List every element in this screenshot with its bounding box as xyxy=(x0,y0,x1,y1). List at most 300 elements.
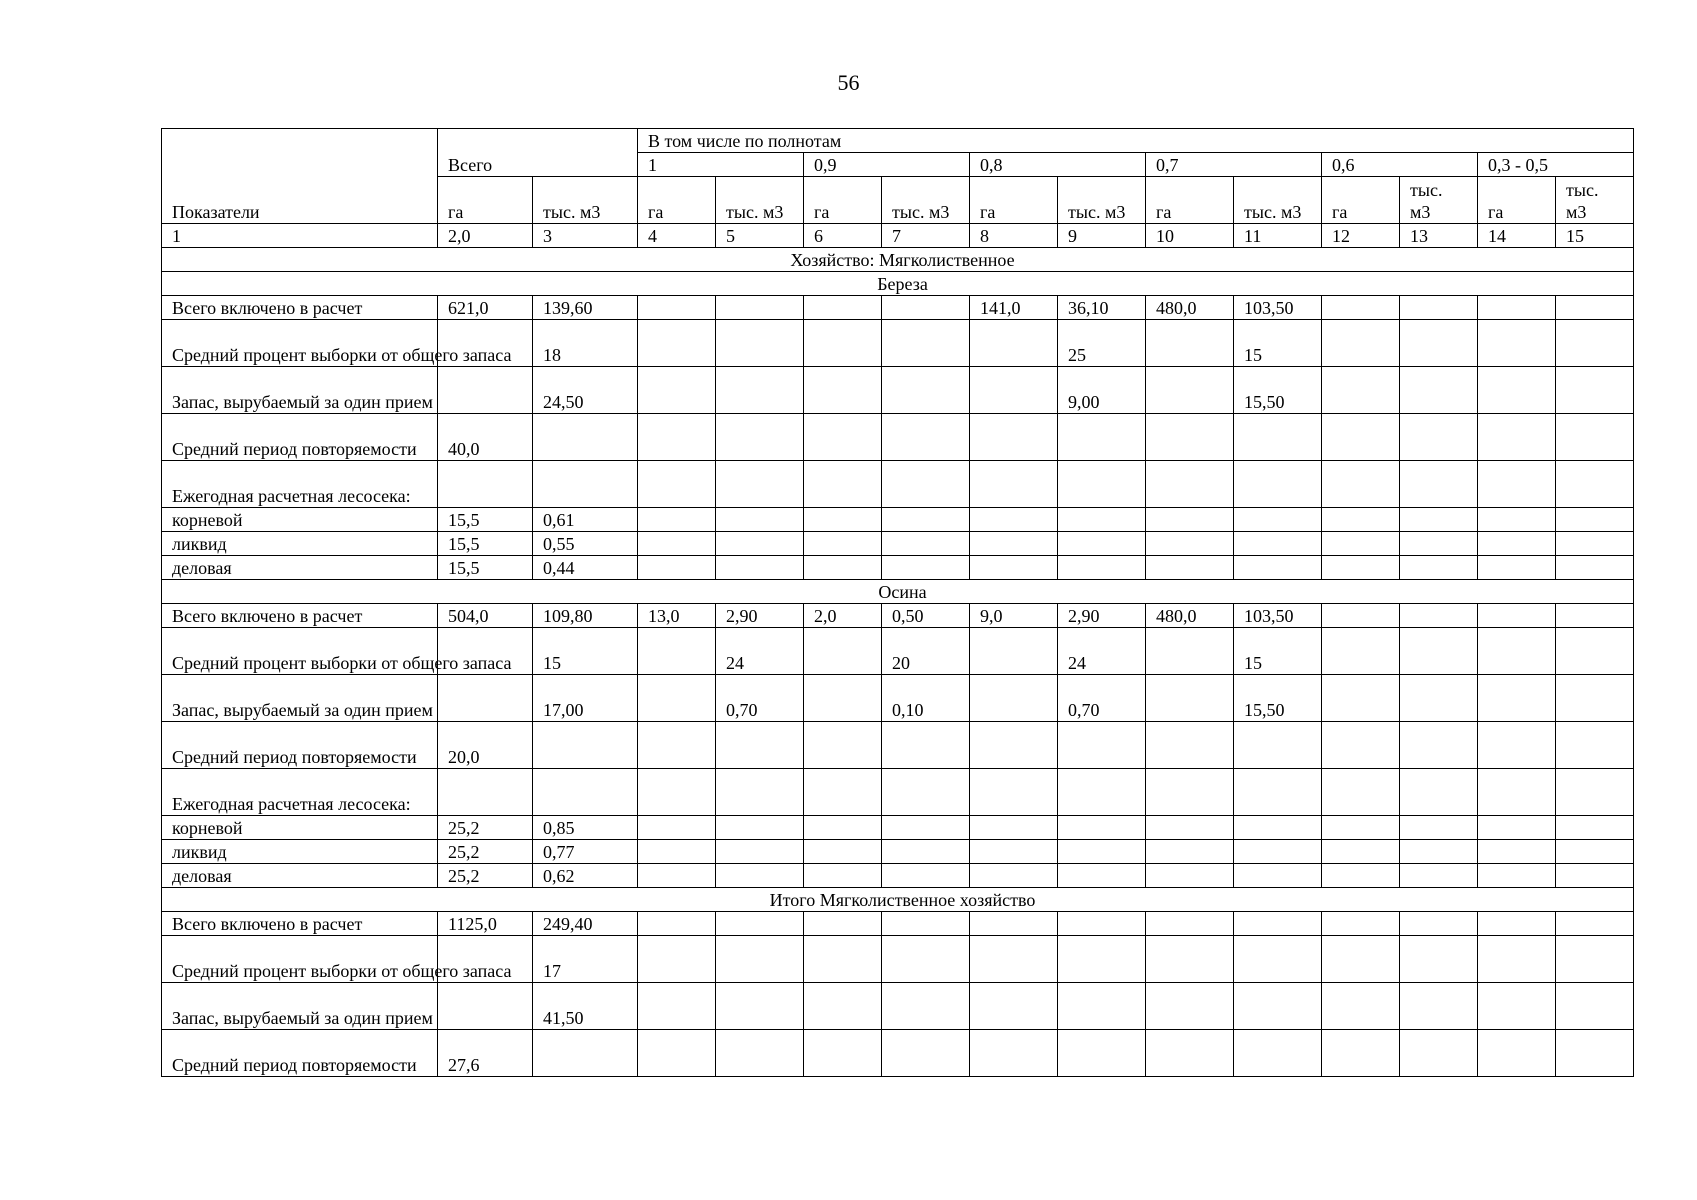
table-cell xyxy=(1234,532,1322,556)
table-cell: 9,00 xyxy=(1058,367,1146,414)
table-row xyxy=(162,675,1634,722)
table-cell: 15,50 xyxy=(1234,675,1322,722)
table-cell xyxy=(1556,414,1634,461)
table-cell xyxy=(882,769,970,816)
table-cell xyxy=(1146,367,1234,414)
table-cell xyxy=(716,936,804,983)
table-cell: 2,0 xyxy=(804,604,882,628)
table-cell: 20 xyxy=(882,628,970,675)
table-cell xyxy=(882,414,970,461)
table-cell xyxy=(1400,912,1478,936)
table-cell xyxy=(1556,864,1634,888)
table-cell xyxy=(638,769,716,816)
table-cell xyxy=(638,675,716,722)
row-label: деловая xyxy=(162,864,438,888)
table-cell: 0,62 xyxy=(533,864,638,888)
table-cell: 25,2 xyxy=(438,816,533,840)
table-cell xyxy=(1146,912,1234,936)
table-cell xyxy=(970,1030,1058,1077)
table-cell xyxy=(1400,1030,1478,1077)
table-cell: 17,00 xyxy=(533,675,638,722)
table-cell xyxy=(1478,936,1556,983)
table-body xyxy=(162,129,1634,1077)
table-cell xyxy=(882,508,970,532)
table-cell xyxy=(438,367,533,414)
table-row xyxy=(162,769,1634,816)
table-cell xyxy=(804,769,882,816)
column-number: 5 xyxy=(716,224,804,248)
table-cell xyxy=(970,414,1058,461)
header-unit: тыс. м3 xyxy=(1234,177,1322,224)
table-cell: 0,85 xyxy=(533,816,638,840)
table-cell: 15 xyxy=(1234,320,1322,367)
table-cell xyxy=(1234,769,1322,816)
table-cell xyxy=(638,816,716,840)
header-unit: га xyxy=(1322,177,1400,224)
row-label: ликвид xyxy=(162,532,438,556)
table-cell xyxy=(1234,722,1322,769)
table-cell xyxy=(1322,722,1400,769)
table-cell xyxy=(1322,675,1400,722)
table-cell xyxy=(1058,508,1146,532)
table-cell xyxy=(1478,414,1556,461)
column-number: 9 xyxy=(1058,224,1146,248)
table-cell xyxy=(1556,769,1634,816)
column-number: 8 xyxy=(970,224,1058,248)
table-cell xyxy=(1556,840,1634,864)
table-cell xyxy=(716,320,804,367)
table-cell: 15,50 xyxy=(1234,367,1322,414)
table-cell: 36,10 xyxy=(1058,296,1146,320)
table-cell xyxy=(1400,556,1478,580)
column-number: 15 xyxy=(1556,224,1634,248)
table-cell xyxy=(882,556,970,580)
header-group: 1 xyxy=(638,153,804,177)
table-cell xyxy=(638,722,716,769)
column-number: 6 xyxy=(804,224,882,248)
column-number: 10 xyxy=(1146,224,1234,248)
section-row xyxy=(162,248,1634,272)
table-cell xyxy=(1234,840,1322,864)
table-row xyxy=(162,936,1634,983)
table-cell xyxy=(1322,769,1400,816)
table-cell: 249,40 xyxy=(533,912,638,936)
table-cell xyxy=(970,461,1058,508)
table-cell xyxy=(970,628,1058,675)
row-label: Запас, вырубаемый за один прием xyxy=(162,367,438,414)
table-cell xyxy=(638,628,716,675)
row-label: корневой xyxy=(162,816,438,840)
table-cell xyxy=(1146,816,1234,840)
row-label: Всего включено в расчет xyxy=(162,912,438,936)
table-cell xyxy=(1400,508,1478,532)
header-unit: тыс. м3 xyxy=(1058,177,1146,224)
table-cell xyxy=(1058,1030,1146,1077)
row-label: Всего включено в расчет xyxy=(162,296,438,320)
row-label: Средний период повторяемости xyxy=(162,722,438,769)
row-label: деловая xyxy=(162,556,438,580)
table-cell xyxy=(1322,628,1400,675)
table-cell xyxy=(1322,367,1400,414)
table-cell: 103,50 xyxy=(1234,296,1322,320)
table-row xyxy=(162,983,1634,1030)
table-cell xyxy=(882,722,970,769)
table-cell xyxy=(882,983,970,1030)
table-cell xyxy=(638,508,716,532)
table-cell xyxy=(1322,864,1400,888)
table-cell: 0,61 xyxy=(533,508,638,532)
table-cell xyxy=(970,769,1058,816)
table-cell xyxy=(438,983,533,1030)
table-cell xyxy=(638,983,716,1030)
table-cell xyxy=(638,461,716,508)
table-cell xyxy=(1058,461,1146,508)
section-title: Осина xyxy=(162,580,1634,604)
table-cell xyxy=(882,296,970,320)
table-cell: 0,44 xyxy=(533,556,638,580)
table-cell xyxy=(438,769,533,816)
table-cell xyxy=(1400,983,1478,1030)
table-cell xyxy=(1478,816,1556,840)
table-cell xyxy=(1058,983,1146,1030)
table-cell xyxy=(1478,532,1556,556)
table-cell xyxy=(1400,816,1478,840)
table-cell xyxy=(1556,532,1634,556)
table-cell: 15 xyxy=(533,628,638,675)
table-cell xyxy=(1478,556,1556,580)
table-cell xyxy=(1058,864,1146,888)
table-row xyxy=(162,1030,1634,1077)
table-cell xyxy=(716,367,804,414)
table-cell xyxy=(804,508,882,532)
table-cell xyxy=(1478,769,1556,816)
table-cell xyxy=(638,556,716,580)
table-cell xyxy=(1556,675,1634,722)
table-cell xyxy=(804,840,882,864)
table-cell xyxy=(970,722,1058,769)
table-cell: 504,0 xyxy=(438,604,533,628)
table-cell xyxy=(1478,840,1556,864)
table-cell xyxy=(970,675,1058,722)
table-row xyxy=(162,722,1634,769)
table-cell: 621,0 xyxy=(438,296,533,320)
table-cell xyxy=(638,936,716,983)
table-cell: 0,77 xyxy=(533,840,638,864)
table-cell xyxy=(1234,864,1322,888)
table-cell: 480,0 xyxy=(1146,296,1234,320)
table-cell xyxy=(1058,912,1146,936)
table-cell xyxy=(1556,816,1634,840)
table-cell xyxy=(716,983,804,1030)
table-cell xyxy=(1146,983,1234,1030)
table-cell xyxy=(1058,414,1146,461)
table-cell: 103,50 xyxy=(1234,604,1322,628)
header-unit: тыс. м3 xyxy=(882,177,970,224)
table-cell xyxy=(804,532,882,556)
table-cell xyxy=(1556,628,1634,675)
table-cell xyxy=(1556,604,1634,628)
table-cell xyxy=(970,367,1058,414)
table-cell: 20,0 xyxy=(438,722,533,769)
table-cell xyxy=(1400,320,1478,367)
table-cell xyxy=(804,864,882,888)
table-cell xyxy=(804,983,882,1030)
table-cell xyxy=(1058,816,1146,840)
table-cell xyxy=(1146,320,1234,367)
table-cell xyxy=(1322,414,1400,461)
table-cell xyxy=(804,816,882,840)
table-cell xyxy=(716,532,804,556)
header-unit: га xyxy=(438,177,533,224)
page-number: 56 xyxy=(837,70,860,95)
table-cell xyxy=(1478,983,1556,1030)
table-cell xyxy=(1322,604,1400,628)
table-cell xyxy=(1146,840,1234,864)
table-cell xyxy=(970,508,1058,532)
table-cell xyxy=(804,320,882,367)
table-cell xyxy=(1556,936,1634,983)
table-cell xyxy=(882,912,970,936)
table-cell xyxy=(970,936,1058,983)
table-cell xyxy=(1234,912,1322,936)
table-cell xyxy=(533,414,638,461)
table-cell: 15,5 xyxy=(438,556,533,580)
table-cell: 1125,0 xyxy=(438,912,533,936)
table-cell xyxy=(716,296,804,320)
table-cell xyxy=(1058,532,1146,556)
table-cell xyxy=(1234,556,1322,580)
table-cell xyxy=(638,840,716,864)
table-cell xyxy=(533,769,638,816)
table-cell xyxy=(1058,556,1146,580)
header-group: 0,9 xyxy=(804,153,970,177)
table-cell xyxy=(1556,296,1634,320)
table-cell xyxy=(804,1030,882,1077)
header-unit: тыс. м3 xyxy=(1556,177,1634,224)
column-number: 1 xyxy=(162,224,438,248)
table-cell xyxy=(1322,912,1400,936)
table-cell xyxy=(1234,983,1322,1030)
table-cell: 15,5 xyxy=(438,508,533,532)
header-unit: тыс. м3 xyxy=(533,177,638,224)
table-row xyxy=(162,840,1634,864)
table-cell xyxy=(970,532,1058,556)
table-cell xyxy=(438,675,533,722)
table-cell xyxy=(1400,296,1478,320)
table-cell xyxy=(1146,508,1234,532)
table-cell xyxy=(804,628,882,675)
column-number: 14 xyxy=(1478,224,1556,248)
table-cell xyxy=(1478,296,1556,320)
table-cell xyxy=(804,414,882,461)
table-cell xyxy=(804,912,882,936)
header-unit: тыс. м3 xyxy=(1400,177,1478,224)
table-cell xyxy=(1146,414,1234,461)
header-group: 0,7 xyxy=(1146,153,1322,177)
table-cell xyxy=(1400,461,1478,508)
table-cell xyxy=(970,320,1058,367)
table-cell xyxy=(804,461,882,508)
table-cell xyxy=(716,508,804,532)
table-cell xyxy=(804,675,882,722)
table-cell xyxy=(716,912,804,936)
table-cell xyxy=(1322,936,1400,983)
table-cell xyxy=(533,1030,638,1077)
table-cell: 141,0 xyxy=(970,296,1058,320)
row-label: Средний процент выборки от общего запаса xyxy=(162,320,438,367)
table-cell xyxy=(716,769,804,816)
table-cell: 18 xyxy=(533,320,638,367)
table-cell xyxy=(638,296,716,320)
table-cell xyxy=(882,936,970,983)
header-group: 0,8 xyxy=(970,153,1146,177)
table-cell xyxy=(1322,508,1400,532)
table-cell xyxy=(1234,508,1322,532)
table-cell xyxy=(1234,936,1322,983)
row-label: Запас, вырубаемый за один прием xyxy=(162,675,438,722)
header-unit: га xyxy=(1478,177,1556,224)
table-cell xyxy=(1058,840,1146,864)
table-cell xyxy=(1400,722,1478,769)
table-cell xyxy=(533,722,638,769)
table-cell: 25 xyxy=(1058,320,1146,367)
table-cell xyxy=(638,864,716,888)
table-row xyxy=(162,296,1634,320)
table-cell: 480,0 xyxy=(1146,604,1234,628)
table-cell xyxy=(638,532,716,556)
header-unit: га xyxy=(1146,177,1234,224)
table-cell: 25,2 xyxy=(438,840,533,864)
table-cell xyxy=(1322,556,1400,580)
table-cell xyxy=(716,722,804,769)
header-row-1 xyxy=(162,129,1634,153)
table-cell xyxy=(1146,769,1234,816)
table-row xyxy=(162,320,1634,367)
table-cell: 0,70 xyxy=(716,675,804,722)
row-label: Средний период повторяемости xyxy=(162,414,438,461)
table-cell: 139,60 xyxy=(533,296,638,320)
table-cell: 2,90 xyxy=(716,604,804,628)
row-label: Средний процент выборки от общего запаса xyxy=(162,628,438,675)
table-cell xyxy=(1478,508,1556,532)
table-cell: 24 xyxy=(716,628,804,675)
table-row xyxy=(162,367,1634,414)
header-group: 0,3 - 0,5 xyxy=(1478,153,1634,177)
table-cell: 15,5 xyxy=(438,532,533,556)
table-row xyxy=(162,628,1634,675)
section-title: Береза xyxy=(162,272,1634,296)
table-row xyxy=(162,532,1634,556)
table-cell xyxy=(804,556,882,580)
header-unit: тыс. м3 xyxy=(716,177,804,224)
table-cell: 15 xyxy=(1234,628,1322,675)
header-unit: га xyxy=(970,177,1058,224)
table-cell xyxy=(1400,675,1478,722)
table-cell xyxy=(716,864,804,888)
table-cell xyxy=(1322,983,1400,1030)
column-number: 7 xyxy=(882,224,970,248)
table-cell xyxy=(970,556,1058,580)
table-cell xyxy=(1322,320,1400,367)
table-cell: 13,0 xyxy=(638,604,716,628)
section-row xyxy=(162,888,1634,912)
row-label: Запас, вырубаемый за один прием xyxy=(162,983,438,1030)
table-cell xyxy=(1146,628,1234,675)
table-cell: 0,55 xyxy=(533,532,638,556)
table-cell: 109,80 xyxy=(533,604,638,628)
table-cell: 25,2 xyxy=(438,864,533,888)
table-cell xyxy=(970,864,1058,888)
table-cell xyxy=(638,1030,716,1077)
row-label: Всего включено в расчет xyxy=(162,604,438,628)
table-cell xyxy=(1058,769,1146,816)
table-cell xyxy=(1146,936,1234,983)
table-cell xyxy=(1146,532,1234,556)
table-cell xyxy=(882,840,970,864)
table-cell xyxy=(882,816,970,840)
table-cell xyxy=(804,367,882,414)
column-number: 3 xyxy=(533,224,638,248)
table-cell xyxy=(1400,367,1478,414)
table-cell xyxy=(882,320,970,367)
table-cell xyxy=(716,816,804,840)
header-unit: га xyxy=(804,177,882,224)
table-row xyxy=(162,816,1634,840)
forest-harvest-table xyxy=(161,128,1634,1077)
table-row xyxy=(162,912,1634,936)
table-cell xyxy=(1478,604,1556,628)
section-title: Итого Мягколиственное хозяйство xyxy=(162,888,1634,912)
table-cell xyxy=(1146,461,1234,508)
table-cell xyxy=(1234,1030,1322,1077)
table-cell: 2,90 xyxy=(1058,604,1146,628)
section-row xyxy=(162,580,1634,604)
table-cell xyxy=(1478,628,1556,675)
table-cell: 24,50 xyxy=(533,367,638,414)
header-group: 0,6 xyxy=(1322,153,1478,177)
table-row xyxy=(162,414,1634,461)
column-number: 13 xyxy=(1400,224,1478,248)
table-cell xyxy=(1058,722,1146,769)
table-cell xyxy=(1146,556,1234,580)
table-row xyxy=(162,864,1634,888)
table-cell: 17 xyxy=(533,936,638,983)
table-cell xyxy=(1478,675,1556,722)
table-cell: 0,10 xyxy=(882,675,970,722)
table-cell xyxy=(1400,936,1478,983)
table-cell xyxy=(1400,414,1478,461)
table-cell xyxy=(1556,912,1634,936)
table-cell xyxy=(716,414,804,461)
table-cell xyxy=(1556,461,1634,508)
table-cell: 24 xyxy=(1058,628,1146,675)
table-cell xyxy=(1058,936,1146,983)
table-cell xyxy=(1478,864,1556,888)
table-cell xyxy=(1146,722,1234,769)
row-label: ликвид xyxy=(162,840,438,864)
table-cell xyxy=(1234,461,1322,508)
table-cell xyxy=(1146,864,1234,888)
table-cell xyxy=(1400,604,1478,628)
row-label: Средний процент выборки от общего запаса xyxy=(162,936,438,983)
table-cell xyxy=(882,367,970,414)
table-cell xyxy=(1322,532,1400,556)
column-number: 4 xyxy=(638,224,716,248)
table-cell xyxy=(1400,628,1478,675)
table-cell xyxy=(1556,320,1634,367)
table-cell xyxy=(1478,320,1556,367)
column-number: 11 xyxy=(1234,224,1322,248)
